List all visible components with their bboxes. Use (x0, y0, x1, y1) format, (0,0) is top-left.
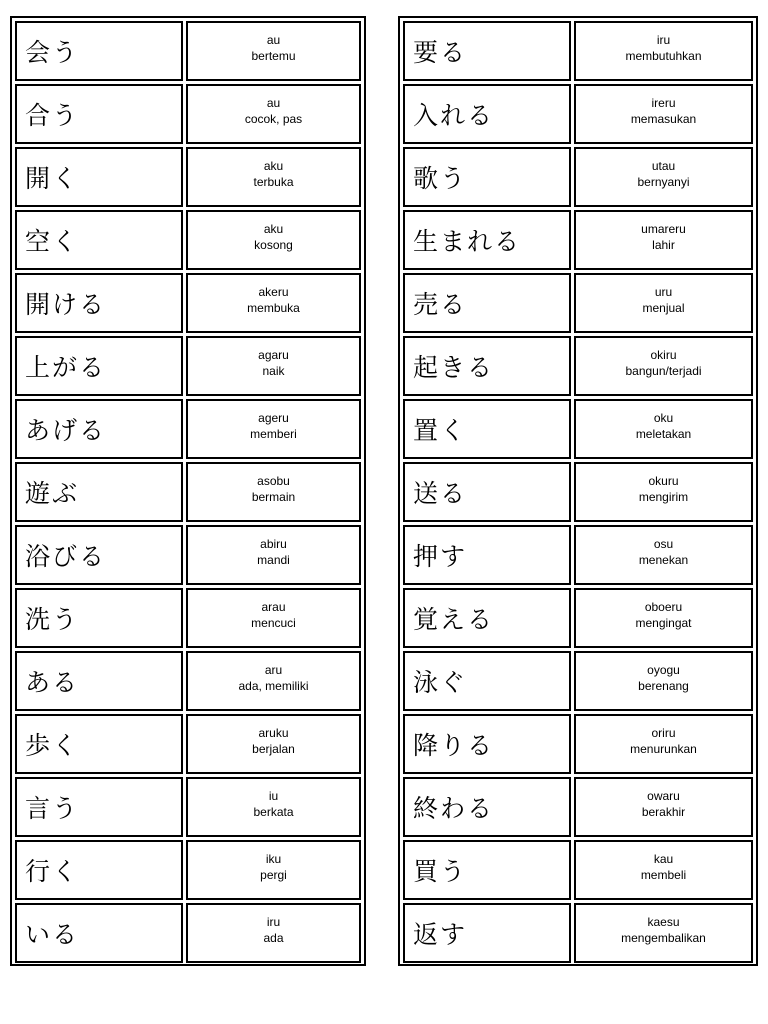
vocab-translation: ada, memiliki (238, 679, 309, 693)
vocab-row (403, 588, 753, 648)
vocab-word: 開く (15, 147, 183, 207)
vocab-word: 言う (15, 777, 183, 837)
vocab-meaning-cell (186, 399, 361, 459)
vocab-row (15, 714, 361, 774)
vocab-romaji: akeru (258, 285, 289, 299)
vocab-translation: lahir (652, 238, 675, 252)
vocab-romaji: aru (264, 663, 283, 677)
vocab-translation: memasukan (630, 112, 697, 126)
vocab-translation: membutuhkan (625, 49, 702, 63)
vocab-translation: ada (263, 931, 284, 945)
vocab-row (403, 840, 753, 900)
vocab-word: 歩く (15, 714, 183, 774)
vocab-meaning-cell (574, 273, 753, 333)
vocab-translation: mengirim (638, 490, 689, 504)
vocab-translation: cocok, pas (244, 112, 303, 126)
vocab-row (15, 588, 361, 648)
vocab-row (403, 84, 753, 144)
vocab-meaning-cell (574, 399, 753, 459)
vocab-row (403, 147, 753, 207)
vocab-translation: bangun/terjadi (625, 364, 702, 378)
vocab-translation: mengembalikan (621, 931, 706, 945)
vocab-romaji: iru (266, 915, 281, 929)
vocab-romaji: okiru (650, 348, 677, 362)
vocab-translation: terbuka (253, 175, 294, 189)
vocab-translation: mandi (257, 553, 290, 567)
vocab-meaning-cell (574, 525, 753, 585)
left-vocab-sheet (10, 16, 366, 966)
vocab-row (403, 210, 753, 270)
vocab-translation: naik (262, 364, 285, 378)
vocab-word: 押す (403, 525, 571, 585)
vocab-row (15, 777, 361, 837)
vocab-meaning-cell (574, 588, 753, 648)
vocab-meaning-cell (186, 147, 361, 207)
vocab-translation: menekan (638, 553, 689, 567)
vocab-word: 空く (15, 210, 183, 270)
vocab-translation: berenang (638, 679, 689, 693)
vocab-meaning-cell (574, 336, 753, 396)
vocab-romaji: utau (651, 159, 676, 173)
vocab-romaji: iku (265, 852, 282, 866)
vocab-row (15, 399, 361, 459)
vocab-word: 売る (403, 273, 571, 333)
vocab-word: 泳ぐ (403, 651, 571, 711)
vocab-row (403, 651, 753, 711)
vocab-meaning-cell (574, 462, 753, 522)
vocab-word: 洗う (15, 588, 183, 648)
vocab-romaji: oriru (651, 726, 676, 740)
vocab-meaning-cell (574, 903, 753, 963)
vocab-word: 送る (403, 462, 571, 522)
vocab-row (15, 147, 361, 207)
vocab-word: 遊ぶ (15, 462, 183, 522)
vocab-translation: bernyanyi (637, 175, 690, 189)
vocab-meaning-cell (574, 21, 753, 81)
vocab-romaji: aku (263, 159, 284, 173)
vocab-row (403, 21, 753, 81)
vocab-translation: menurunkan (630, 742, 697, 756)
vocab-translation: mengingat (635, 616, 692, 630)
vocab-word: ある (15, 651, 183, 711)
vocab-meaning-cell (186, 336, 361, 396)
vocab-translation: membuka (247, 301, 300, 315)
vocab-meaning-cell (186, 21, 361, 81)
vocab-romaji: iu (268, 789, 279, 803)
vocab-row (15, 336, 361, 396)
vocab-romaji: umareru (641, 222, 686, 236)
vocab-word: 買う (403, 840, 571, 900)
vocab-row (403, 777, 753, 837)
vocab-row (15, 525, 361, 585)
vocab-word: 行く (15, 840, 183, 900)
vocab-word: 会う (15, 21, 183, 81)
vocab-row (403, 273, 753, 333)
vocab-row (15, 273, 361, 333)
vocab-romaji: au (266, 96, 281, 110)
vocab-word: 終わる (403, 777, 571, 837)
vocab-meaning-cell (186, 273, 361, 333)
vocab-row (403, 903, 753, 963)
vocab-row (403, 525, 753, 585)
vocab-meaning-cell (186, 84, 361, 144)
vocab-row (15, 840, 361, 900)
vocab-translation: bertemu (251, 49, 296, 63)
vocab-meaning-cell (186, 840, 361, 900)
vocab-meaning-cell (574, 84, 753, 144)
vocab-word: 覚える (403, 588, 571, 648)
vocab-word: 浴びる (15, 525, 183, 585)
vocab-row (15, 210, 361, 270)
vocab-word: あげる (15, 399, 183, 459)
vocab-meaning-cell (186, 462, 361, 522)
vocab-translation: pergi (260, 868, 287, 882)
vocab-romaji: okuru (648, 474, 679, 488)
vocab-meaning-cell (574, 777, 753, 837)
vocab-meaning-cell (186, 714, 361, 774)
vocab-meaning-cell (186, 588, 361, 648)
vocab-translation: memberi (250, 427, 297, 441)
vocab-meaning-cell (574, 840, 753, 900)
vocab-word: 入れる (403, 84, 571, 144)
vocab-word: 合う (15, 84, 183, 144)
vocab-romaji: oku (653, 411, 674, 425)
vocab-meaning-cell (186, 903, 361, 963)
right-vocab-sheet (398, 16, 758, 966)
vocab-translation: kosong (254, 238, 293, 252)
vocab-translation: membeli (640, 868, 687, 882)
vocab-translation: berjalan (252, 742, 295, 756)
vocab-word: 置く (403, 399, 571, 459)
vocab-translation: meletakan (635, 427, 692, 441)
vocab-romaji: abiru (260, 537, 287, 551)
vocab-translation: menjual (642, 301, 685, 315)
vocab-word: 起きる (403, 336, 571, 396)
vocab-romaji: au (266, 33, 281, 47)
vocab-word: 生まれる (403, 210, 571, 270)
vocab-meaning-cell (186, 651, 361, 711)
vocab-meaning-cell (186, 777, 361, 837)
vocab-word: 上がる (15, 336, 183, 396)
vocab-row (15, 651, 361, 711)
vocab-meaning-cell (574, 651, 753, 711)
vocab-meaning-cell (574, 714, 753, 774)
vocab-romaji: oyogu (647, 663, 680, 677)
vocab-row (403, 399, 753, 459)
vocab-row (403, 462, 753, 522)
vocab-meaning-cell (574, 147, 753, 207)
vocab-romaji: owaru (647, 789, 680, 803)
vocab-romaji: agaru (258, 348, 289, 362)
vocab-romaji: osu (653, 537, 674, 551)
vocab-translation: berakhir (641, 805, 686, 819)
vocab-romaji: ireru (651, 96, 676, 110)
vocab-word: 歌う (403, 147, 571, 207)
vocab-translation: berkata (253, 805, 294, 819)
vocab-row (15, 84, 361, 144)
vocab-meaning-cell (186, 210, 361, 270)
vocab-romaji: ageru (258, 411, 289, 425)
vocab-romaji: asobu (257, 474, 290, 488)
vocab-row (403, 714, 753, 774)
vocab-romaji: iru (656, 33, 671, 47)
vocab-romaji: uru (654, 285, 673, 299)
vocab-row (15, 903, 361, 963)
vocab-translation: bermain (251, 490, 296, 504)
vocab-row (403, 336, 753, 396)
vocab-row (15, 462, 361, 522)
vocab-romaji: arau (261, 600, 286, 614)
vocab-romaji: kaesu (647, 915, 680, 929)
vocab-row (15, 21, 361, 81)
vocab-word: 降りる (403, 714, 571, 774)
vocab-meaning-cell (574, 210, 753, 270)
vocab-romaji: kau (653, 852, 674, 866)
vocab-word: 開ける (15, 273, 183, 333)
vocab-word: いる (15, 903, 183, 963)
vocab-romaji: aruku (258, 726, 289, 740)
vocab-romaji: aku (263, 222, 284, 236)
vocab-word: 要る (403, 21, 571, 81)
vocab-meaning-cell (186, 525, 361, 585)
vocab-translation: mencuci (251, 616, 296, 630)
vocab-romaji: oboeru (644, 600, 683, 614)
vocab-word: 返す (403, 903, 571, 963)
